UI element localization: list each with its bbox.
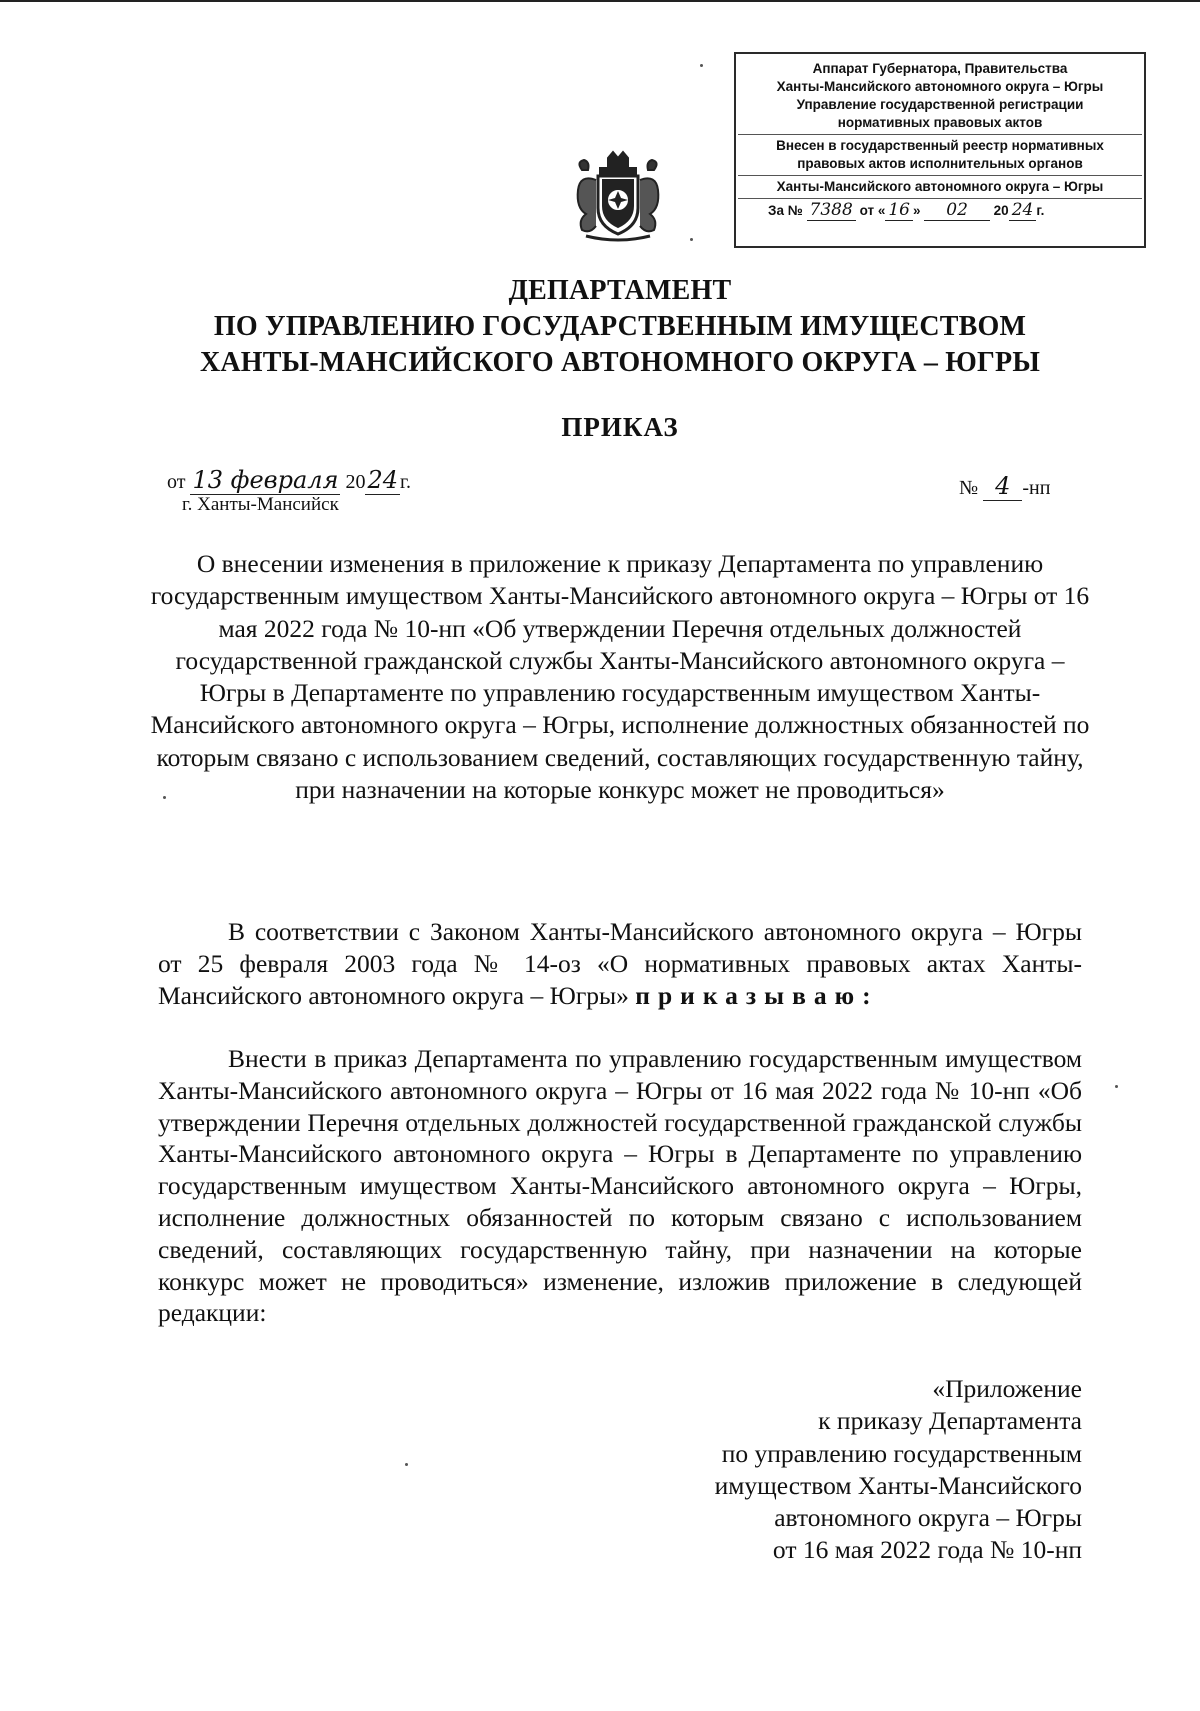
- stamp-line-3: Управление государственной регистрации: [796, 97, 1084, 112]
- department-title-line-2: ПО УПРАВЛЕНИЮ ГОСУДАРСТВЕННЫМ ИМУЩЕСТВОМ: [213, 311, 1027, 342]
- department-title-line-3: ХАНТЫ-МАНСИЙСКОГО АВТОНОМНОГО ОКРУГА – ЮГРЫ: [199, 347, 1041, 378]
- stamp-reg-day: 16: [885, 200, 913, 221]
- body-paragraph-1: [158, 916, 1082, 1011]
- command-word: приказываю:: [635, 980, 879, 1010]
- order-number: [959, 472, 1050, 500]
- stamp-reg-close: »: [912, 203, 921, 218]
- stamp-line-2: Ханты-Мансийского автономного округа – Югры: [776, 79, 1104, 94]
- stamp-divider: [738, 198, 1142, 199]
- department-title-line-1: ДЕПАРТАМЕНТ: [508, 275, 732, 306]
- stamp-line-7: Ханты-Мансийского автономного округа – Югры: [776, 179, 1104, 194]
- registration-stamp: [734, 52, 1146, 248]
- order-city: г. Ханты-Мансийск: [182, 494, 339, 515]
- stamp-line-6: правовых актов исполнительных органов: [797, 156, 1083, 171]
- date-prefix: от: [167, 471, 186, 493]
- scan-speck: [690, 238, 693, 241]
- body-paragraph-2: Внести в приказ Департамента по управлению государственным имуществом Ханты-Мансийского автономного округа – Югры от 16 мая 2022 года № 10-нп «Об утверждении Перечня отдельных должностей государственной гражданской службы Ханты-Мансийского автономного округа – Югры в Департаменте по управлению государственным имуществом Ханты-Мансийского автономного округа – Югры, исполнение должностных обязанностей по которым связано с использованием сведений, составляющих государственную тайну, при назначении на которые конкурс может не проводиться» изменение, изложив приложение в следующей редакции:: [158, 1044, 1082, 1328]
- stamp-line-1: Аппарат Губернатора, Правительства: [812, 61, 1068, 76]
- stamp-divider: [738, 134, 1142, 135]
- annex-line-6: от 16 мая 2022 года № 10-нп: [772, 1535, 1082, 1565]
- year-suffix: г.: [400, 471, 411, 493]
- stamp-divider: [738, 175, 1142, 176]
- date-handwritten: 13 февраля: [192, 466, 339, 494]
- annex-line-2: к приказу Департамента: [818, 1406, 1082, 1436]
- coat-of-arms-icon: [568, 150, 668, 245]
- scan-speck: [1115, 1085, 1118, 1088]
- document-type: ПРИКАЗ: [561, 412, 679, 442]
- annex-line-1: «Приложение: [932, 1374, 1082, 1403]
- scan-speck: [405, 1463, 408, 1466]
- stamp-reg-number: 7388: [807, 200, 856, 221]
- scan-speck: [700, 64, 703, 67]
- stamp-reg-from: от «: [859, 203, 886, 218]
- order-subject: О внесении изменения в приложение к приказу Департамента по управлению государственным имуществом Ханты-Мансийского автономного округа – Югры от 16 мая 2022 года № 10-нп «Об утверждении Перечня отдельных должностей государственной гражданской службы Ханты-Мансийского автономного округа – Югры в Департаменте по управлению государственным имуществом Ханты-Мансийского автономного округа – Югры, исполнение должностных обязанностей по которым связано с использованием сведений, составляющих государственную тайну, при назначении на которые конкурс может не проводиться»: [150, 549, 1090, 805]
- paragraph-1-text: В соответствии с Законом Ханты-Мансийского автономного округа – Югры от 25 февраля 2003 года № 14-оз «О нормативных правовых актах Ханты-Мансийского автономного округа – Югры»: [158, 917, 1082, 1010]
- number-suffix: -нп: [1022, 477, 1051, 499]
- annex-line-5: автономного округа – Югры: [774, 1503, 1082, 1533]
- scan-top-edge: [0, 0, 1200, 2]
- stamp-registration-line: [742, 201, 1138, 220]
- number-handwritten: 4: [983, 472, 1022, 501]
- annex-line-4: имуществом Ханты-Мансийского: [714, 1470, 1082, 1500]
- annex-line-3: по управлению государственным: [721, 1438, 1082, 1468]
- order-date: [167, 466, 411, 494]
- stamp-line-4: нормативных правовых актов: [837, 115, 1043, 130]
- number-prefix: №: [959, 477, 979, 499]
- stamp-line-5: Внесен в государственный реестр нормативных: [776, 138, 1104, 153]
- stamp-reg-year: 24: [1009, 200, 1037, 221]
- annex-header: [715, 1373, 1082, 1567]
- year-prefix: 20: [345, 471, 366, 493]
- scan-speck: [163, 796, 166, 799]
- stamp-reg-suffix: г.: [1036, 203, 1045, 218]
- stamp-reg-month: 02: [924, 200, 990, 221]
- year-handwritten: 24: [367, 466, 398, 494]
- stamp-reg-prefix: За №: [768, 203, 803, 218]
- stamp-reg-year-prefix: 20: [993, 203, 1009, 218]
